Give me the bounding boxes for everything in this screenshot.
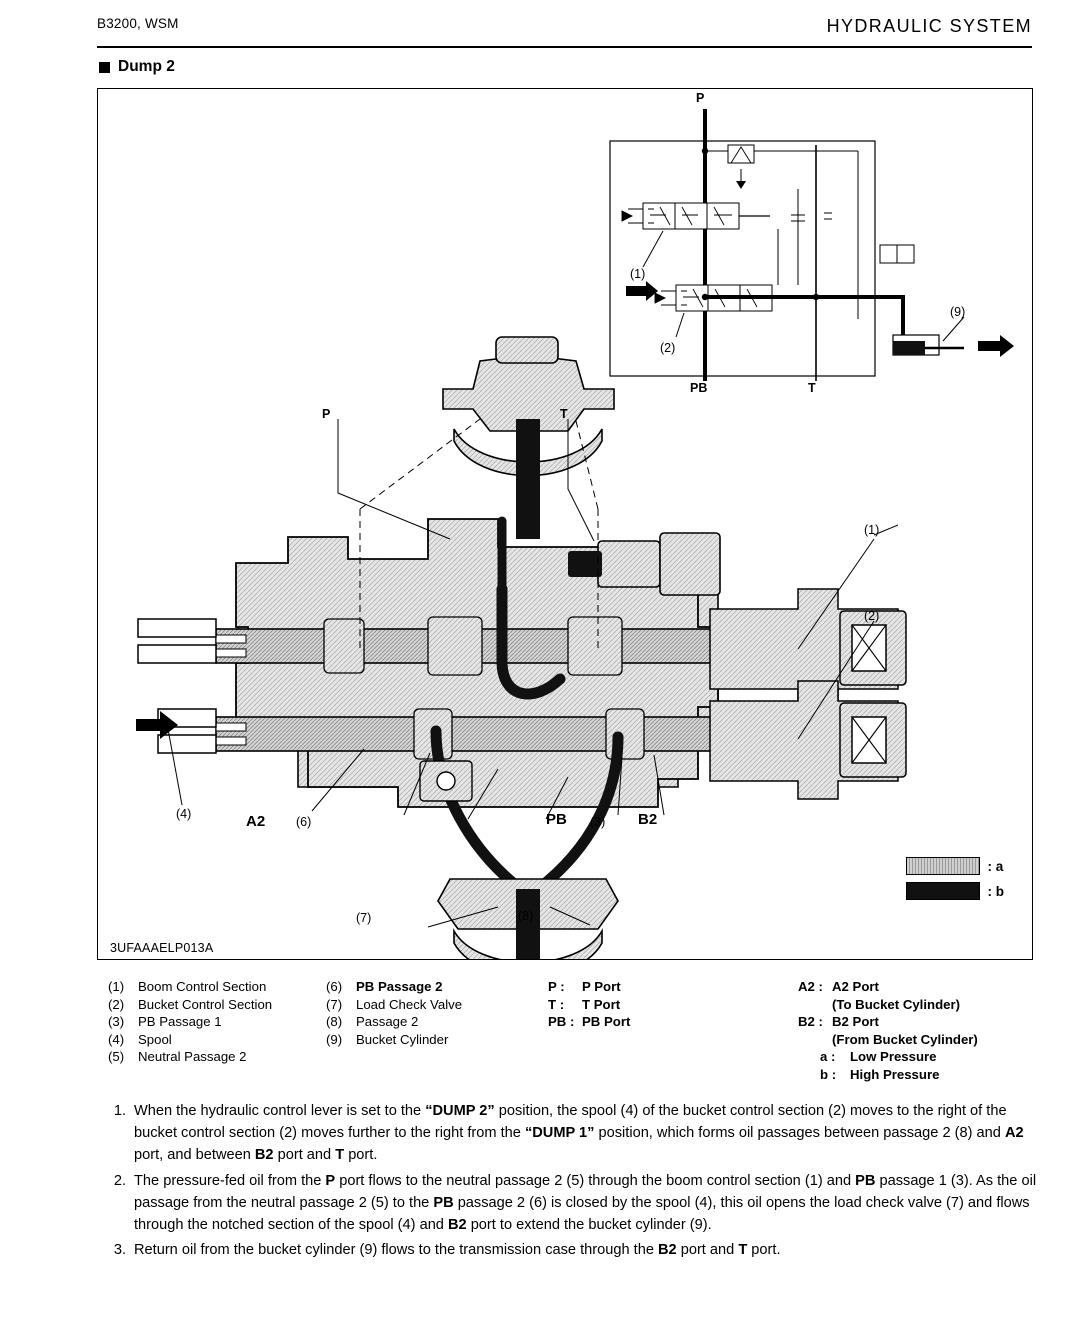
key-text: Spool	[138, 1031, 172, 1047]
key-num: a :	[820, 1049, 836, 1065]
key-text: (From Bucket Cylinder)	[832, 1031, 978, 1047]
key-num: (3)	[108, 1014, 125, 1030]
step-item	[108, 1170, 1038, 1237]
header-left-text: B3200, WSM	[97, 16, 179, 31]
key-num: A2 :	[798, 979, 823, 994]
callout-p-main: P	[322, 407, 331, 421]
key-column-4	[798, 978, 978, 1084]
step-text: Return oil from the bucket cylinder (9) flows to the transmission case through the B2 port and T port.	[134, 1242, 781, 1259]
legend-row-b	[906, 882, 1005, 900]
key-item	[108, 978, 272, 996]
key-num: b :	[820, 1066, 837, 1082]
callout-1-inset: (1)	[630, 267, 646, 281]
callout-4-main: (4)	[176, 807, 192, 821]
key-column-1	[108, 978, 272, 1066]
key-item	[326, 1013, 462, 1031]
bullet-square-icon	[99, 62, 110, 73]
callout-pb-main: PB	[546, 811, 567, 828]
callout-8: (8)	[518, 909, 534, 923]
key-item	[798, 1066, 978, 1084]
callout-1-main: (1)	[864, 523, 880, 537]
key-num: T :	[548, 996, 565, 1012]
key-column-3	[548, 978, 630, 1031]
header-right-title: HYDRAULIC SYSTEM	[826, 16, 1032, 36]
key-item	[798, 1031, 978, 1049]
key-text: High Pressure	[850, 1066, 940, 1082]
key-item	[548, 1013, 630, 1031]
key-text: Load Check Valve	[356, 996, 463, 1012]
key-text: T Port	[582, 996, 621, 1012]
key-num: (9)	[326, 1031, 343, 1047]
key-text: Neutral Passage 2	[138, 1049, 247, 1065]
key-item	[548, 978, 630, 996]
callout-t-main: T	[560, 407, 568, 421]
step-item	[108, 1239, 1038, 1261]
step-number: 2.	[113, 1172, 126, 1189]
figure-frame	[97, 88, 1033, 960]
legend-swatch-high-pressure	[906, 882, 980, 900]
callout-pb-inset: PB	[690, 381, 708, 395]
callout-2-main: (2)	[864, 609, 880, 623]
key-text: Bucket Control Section	[138, 996, 273, 1012]
key-column-2	[326, 978, 462, 1048]
procedure-steps	[108, 1100, 1038, 1264]
key-num: B2 :	[798, 1014, 823, 1030]
key-item	[326, 996, 462, 1014]
callout-t-inset: T	[808, 381, 816, 395]
legend-swatch-low-pressure	[906, 857, 980, 875]
key-item	[108, 1013, 272, 1031]
key-text: A2 Port	[832, 979, 879, 994]
key-item	[326, 978, 462, 996]
step-text: When the hydraulic control lever is set to the “DUMP 2” position, the spool (4) of the bucket control section (2) moves to the right of the bucket control section (2) moves further to the right from the “DUMP 1” position, which forms oil passages between passage 2 (8) and A2 port, and between B2 port and T port.	[134, 1103, 1024, 1164]
callout-9-inset: (9)	[950, 305, 966, 319]
callout-6: (6)	[296, 815, 312, 829]
key-item	[326, 1031, 462, 1049]
callout-2-inset: (2)	[660, 341, 676, 355]
callout-b2: B2	[638, 811, 658, 828]
key-num: (8)	[326, 1014, 343, 1030]
key-num: (2)	[108, 996, 125, 1012]
key-text: Bucket Cylinder	[356, 1031, 449, 1047]
key-num: (5)	[108, 1049, 125, 1065]
key-item	[798, 978, 978, 996]
callout-7: (7)	[356, 911, 372, 925]
key-item	[108, 996, 272, 1014]
callout-p-inset: P	[696, 91, 705, 105]
callout-a2: A2	[246, 813, 266, 830]
key-item	[108, 1048, 272, 1066]
key-item	[798, 1013, 978, 1031]
step-text: The pressure-fed oil from the P port flows to the neutral passage 2 (5) through the boom control section (1) and PB passage 1 (3). As the oil passage from the neutral passage 2 (5) to the PB passage 2 (6) is closed by the spool (4), this oil opens the load check valve (7) and flows through the notched section of the spool (4) and B2 port to extend the bucket cylinder (9).	[134, 1172, 1037, 1234]
key-text: (To Bucket Cylinder)	[832, 996, 960, 1012]
key-text: PB Passage 2	[356, 979, 443, 994]
figure-code: 3UFAAAELP013A	[110, 941, 214, 955]
callout-3: (3)	[590, 815, 606, 829]
key-num: PB :	[548, 1014, 575, 1030]
key-item	[108, 1031, 272, 1049]
key-text: P Port	[582, 979, 621, 994]
key-num: (7)	[326, 996, 343, 1012]
key-item	[798, 996, 978, 1014]
key-text: Passage 2	[356, 1014, 419, 1030]
section-title-text: Dump 2	[118, 58, 175, 75]
key-text: PB Port	[582, 1014, 631, 1030]
figure-legend	[906, 857, 1005, 907]
key-text: B2 Port	[832, 1014, 879, 1030]
key-text: Low Pressure	[850, 1049, 937, 1065]
section-heading	[99, 58, 175, 76]
legend-label-b: : b	[987, 883, 1004, 899]
step-item	[108, 1100, 1038, 1167]
key-text: Boom Control Section	[138, 979, 267, 994]
step-number: 3.	[113, 1242, 126, 1259]
page-header	[97, 16, 1032, 48]
key-text: PB Passage 1	[138, 1014, 222, 1030]
key-item	[548, 996, 630, 1014]
legend-row-a	[906, 857, 1005, 875]
key-num: P :	[548, 979, 565, 994]
hydraulic-valve-cutaway-drawing	[98, 89, 1033, 960]
key-num: (4)	[108, 1031, 125, 1047]
key-item	[798, 1048, 978, 1066]
key-num: (6)	[326, 979, 343, 994]
step-number: 1.	[113, 1103, 126, 1119]
legend-label-a: : a	[987, 858, 1004, 874]
key-num: (1)	[108, 979, 125, 994]
